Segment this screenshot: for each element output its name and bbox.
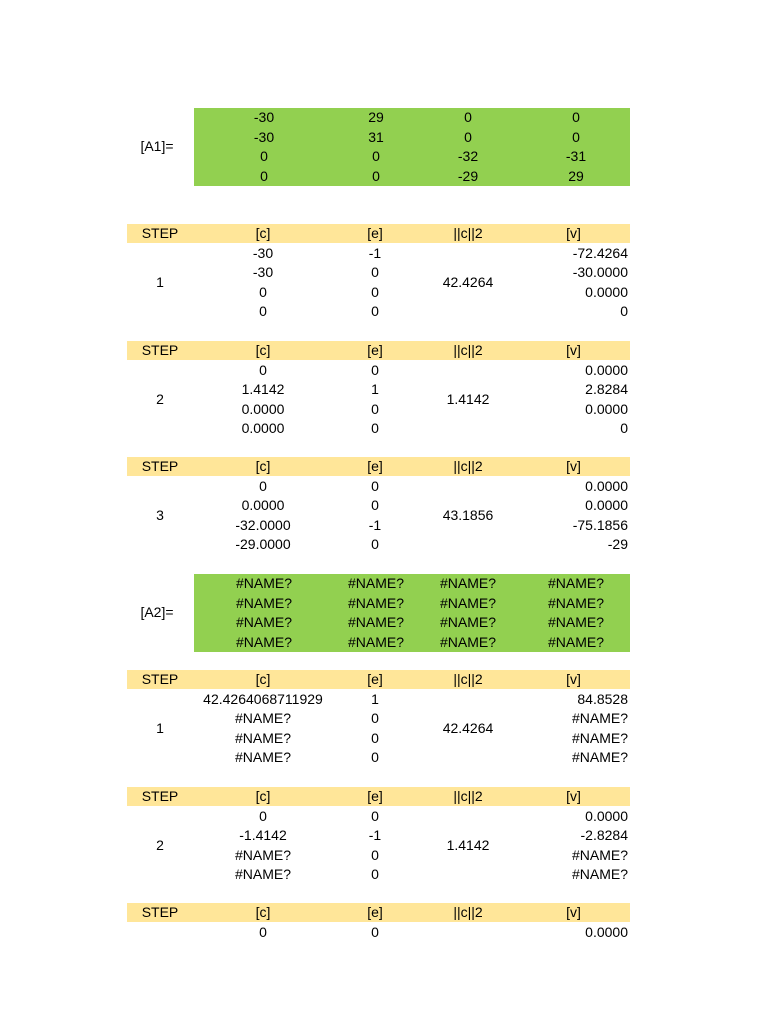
matrix-cell: 31: [368, 128, 384, 145]
step-data-row: [127, 923, 630, 942]
matrix-cell: #NAME?: [439, 575, 497, 591]
e-value: -1: [368, 516, 382, 533]
step-data-row: [127, 535, 630, 554]
e-value: 0: [371, 923, 379, 940]
c-value: 0: [259, 923, 267, 940]
matrix-cell: -30: [253, 109, 275, 125]
matrix-cell: #NAME?: [347, 594, 405, 611]
header-norm: ||c||2: [453, 342, 483, 358]
step-data-row: [127, 302, 630, 321]
c-value: #NAME?: [234, 710, 292, 726]
matrix-cell: 0: [260, 167, 268, 184]
v-value: #NAME?: [571, 866, 628, 882]
e-value: 0: [371, 846, 379, 863]
matrix-cell: -30: [253, 128, 275, 145]
e-value: 0: [371, 420, 379, 436]
matrix-cell: #NAME?: [347, 633, 405, 650]
step-data-row: [127, 826, 630, 845]
step-data-row: [127, 263, 630, 282]
norm-value: 43.1856: [442, 507, 494, 523]
step-data-row: [127, 496, 630, 515]
e-value: 0: [371, 477, 379, 494]
v-value: 2.8284: [585, 381, 628, 397]
step-number: 1: [156, 274, 164, 290]
matrix-a2-label: [A2]=: [140, 604, 174, 620]
v-value: -2.8284: [580, 827, 628, 843]
matrix-cell: #NAME?: [235, 614, 293, 630]
step-number: 2: [156, 837, 164, 853]
c-value: #NAME?: [234, 846, 292, 863]
header-step: STEP: [141, 458, 179, 474]
header-v: [v]: [566, 788, 581, 804]
matrix-cell: 0: [572, 128, 580, 145]
matrix-row: [194, 167, 630, 186]
matrix-row: [194, 633, 630, 652]
e-value: 0: [371, 264, 379, 280]
matrix-cell: #NAME?: [439, 633, 497, 650]
matrix-row: [194, 147, 630, 166]
matrix-cell: 0: [572, 109, 580, 125]
matrix-cell: #NAME?: [235, 575, 293, 591]
step-number: 1: [156, 720, 164, 736]
header-step: STEP: [141, 225, 179, 241]
header-v: [v]: [566, 671, 581, 687]
header-norm: ||c||2: [453, 671, 483, 687]
matrix-cell: #NAME?: [235, 594, 293, 611]
header-norm: ||c||2: [453, 904, 483, 920]
step-data-row: [127, 380, 630, 399]
norm-value: 42.4264: [442, 720, 494, 736]
e-value: 0: [371, 749, 379, 765]
c-value: 0.0000: [241, 497, 285, 513]
c-value: 0.0000: [241, 420, 285, 436]
e-value: 0: [371, 729, 379, 746]
step-data-row: [127, 419, 630, 438]
header-v: [v]: [566, 225, 581, 241]
header-norm: ||c||2: [453, 788, 483, 804]
matrix-cell: #NAME?: [547, 594, 605, 611]
step-data-row: [127, 729, 630, 748]
header-step: STEP: [141, 904, 179, 920]
matrix-row: [194, 594, 630, 613]
v-value: 0: [620, 303, 628, 319]
e-value: 1: [371, 690, 379, 707]
c-value: 42.4264068711929: [203, 690, 323, 707]
c-value: -30: [252, 264, 274, 280]
step-data-row: [127, 748, 630, 767]
matrix-cell: 0: [260, 148, 268, 164]
v-value: 84.8528: [577, 690, 628, 707]
step-data-row: [127, 690, 630, 709]
c-value: #NAME?: [234, 749, 292, 765]
e-value: -1: [368, 827, 382, 843]
v-value: 0: [620, 420, 628, 436]
matrix-cell: -31: [565, 148, 587, 164]
step-data-row: [127, 865, 630, 884]
step-data-row: [127, 477, 630, 496]
e-value: 0: [371, 400, 379, 417]
step-header-row: [127, 341, 630, 360]
v-value: #NAME?: [571, 846, 628, 863]
c-value: 1.4142: [241, 381, 285, 397]
e-value: 0: [371, 710, 379, 726]
v-value: -29: [607, 536, 628, 552]
matrix-cell: 0: [372, 167, 380, 184]
header-c: [c]: [255, 458, 271, 474]
matrix-cell: 29: [368, 109, 384, 125]
header-step: STEP: [141, 788, 179, 804]
norm-value: 1.4142: [446, 391, 490, 407]
matrix-cell: -32: [457, 148, 479, 164]
e-value: 0: [371, 536, 379, 552]
header-c: [c]: [255, 225, 271, 241]
v-value: 0.0000: [585, 400, 628, 417]
header-c: [c]: [255, 671, 271, 687]
e-value: 0: [371, 497, 379, 513]
matrix-cell: #NAME?: [439, 614, 497, 630]
header-c: [c]: [255, 904, 271, 920]
header-e: [e]: [367, 904, 383, 920]
v-value: 0.0000: [585, 283, 628, 300]
e-value: 0: [371, 361, 379, 378]
matrix-row: [194, 108, 630, 127]
v-value: -72.4264: [572, 244, 628, 261]
header-v: [v]: [566, 458, 581, 474]
e-value: 0: [371, 283, 379, 300]
e-value: 1: [371, 381, 379, 397]
matrix-cell: -29: [457, 167, 479, 184]
matrix-cell: #NAME?: [547, 614, 605, 630]
v-value: 0.0000: [585, 361, 628, 378]
matrix-cell: #NAME?: [547, 575, 605, 591]
matrix-cell: 0: [464, 109, 472, 125]
v-value: #NAME?: [571, 729, 628, 746]
v-value: #NAME?: [571, 749, 628, 765]
matrix-cell: #NAME?: [547, 633, 605, 650]
header-norm: ||c||2: [453, 458, 483, 474]
header-step: STEP: [141, 671, 179, 687]
c-value: 0: [259, 361, 267, 378]
c-value: -1.4142: [239, 827, 287, 843]
step-data-row: [127, 807, 630, 826]
v-value: 0.0000: [585, 477, 628, 494]
header-c: [c]: [255, 342, 271, 358]
matrix-cell: #NAME?: [235, 633, 293, 650]
norm-value: 1.4142: [446, 837, 490, 853]
c-value: 0.0000: [241, 400, 285, 417]
step-header-row: [127, 903, 630, 922]
matrix-row: [194, 613, 630, 632]
step-data-row: [127, 361, 630, 380]
c-value: 0: [259, 303, 267, 319]
matrix-cell: #NAME?: [347, 575, 405, 591]
header-e: [e]: [367, 225, 383, 241]
header-v: [v]: [566, 342, 581, 358]
step-data-row: [127, 244, 630, 263]
v-value: -30.0000: [572, 264, 628, 280]
c-value: 0: [259, 807, 267, 824]
matrix-row: [194, 574, 630, 593]
c-value: #NAME?: [234, 729, 292, 746]
header-e: [e]: [367, 671, 383, 687]
norm-value: 42.4264: [442, 274, 494, 290]
v-value: 0.0000: [585, 923, 628, 940]
step-number: 3: [156, 507, 164, 523]
v-value: 0.0000: [585, 497, 628, 513]
c-value: 0: [259, 477, 267, 494]
e-value: 0: [371, 807, 379, 824]
header-e: [e]: [367, 342, 383, 358]
c-value: -29.0000: [235, 536, 291, 552]
matrix-cell: #NAME?: [347, 614, 405, 630]
matrix-cell: #NAME?: [439, 594, 497, 611]
matrix-a1-label: [A1]=: [140, 138, 174, 154]
matrix-row: [194, 128, 630, 147]
step-header-row: [127, 457, 630, 476]
step-data-row: [127, 846, 630, 865]
header-step: STEP: [141, 342, 179, 358]
step-header-row: [127, 787, 630, 806]
e-value: 0: [371, 303, 379, 319]
c-value: #NAME?: [234, 866, 292, 882]
c-value: 0: [259, 283, 267, 300]
v-value: #NAME?: [571, 710, 628, 726]
v-value: 0.0000: [585, 807, 628, 824]
header-e: [e]: [367, 458, 383, 474]
step-number: 2: [156, 391, 164, 407]
matrix-cell: 0: [372, 148, 380, 164]
step-header-row: [127, 670, 630, 689]
step-data-row: [127, 516, 630, 535]
header-norm: ||c||2: [453, 225, 483, 241]
matrix-cell: 0: [464, 128, 472, 145]
step-header-row: [127, 224, 630, 243]
e-value: 0: [371, 866, 379, 882]
header-v: [v]: [566, 904, 581, 920]
matrix-cell: 29: [568, 167, 584, 184]
step-data-row: [127, 400, 630, 419]
step-data-row: [127, 709, 630, 728]
v-value: -75.1856: [572, 516, 628, 533]
header-e: [e]: [367, 788, 383, 804]
header-c: [c]: [255, 788, 271, 804]
c-value: -32.0000: [235, 516, 291, 533]
e-value: -1: [368, 244, 382, 261]
step-data-row: [127, 283, 630, 302]
c-value: -30: [252, 244, 274, 261]
